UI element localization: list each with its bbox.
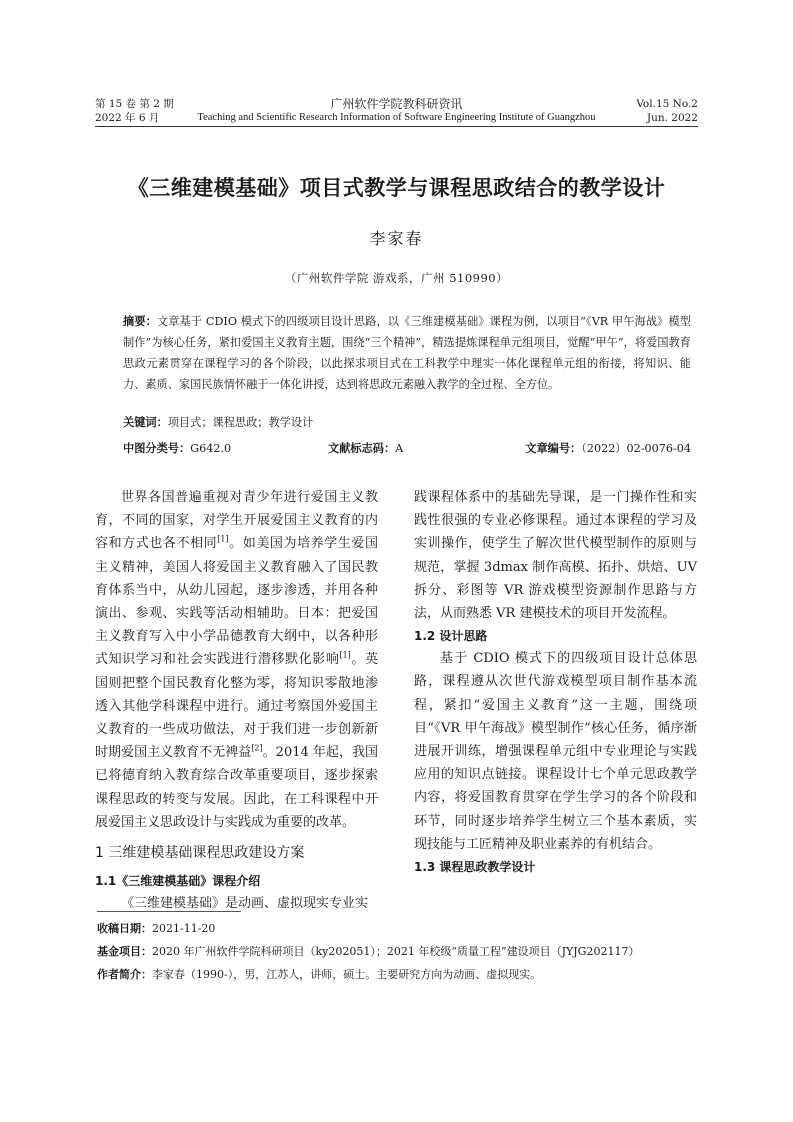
keywords-text: 项目式；课程思政；教学设计 [167,416,314,429]
header-right [636,97,698,125]
intro-text-b: 。如美国为培养学生爱国主义精神，美国人将爱国主义教育融入了国民教育体系当中，从幼儿园起，逐步渗透，并用各种演出、参观、实践等活动相辅助。日本：把爱国主义教育写入中小学品德教育大纲中，以各种形式知识学习和社会实践进行潜移默化影响 [95,536,378,668]
intro-text-c: 。英国则把整个国民教育化整为零，将知识零散地渗透入其他学科课程中进行。通过考察国外爱国主义教育的一些成功做法，对于我们进一步创新新时期爱国主义教育不无裨益 [95,652,378,761]
design-idea-paragraph: 基于 CDIO 模式下的四级项目设计总体思路，课程遵从次世代游戏模型项目制作基本流程，紧扣“爱国主义教育”这一主题，围绕项目“《VR 甲午海战》模型制作”核心任务，循序渐进展开训练，增强课程单元组中专业理论与实践应用的知识点链接。课程设计七个单元思政教学内容，将爱国教育贯穿在学生学习的各个阶段和环节，同时逐步培养学生树立三个基本素质，实现技能与工匠精神及职业素养的有机结合。 [414,651,697,852]
document-code [328,440,403,456]
subsection-heading-1-2: 1.2 设计思路 [414,629,488,644]
article-number-value: （2022）02-0076-04 [581,442,691,455]
right-column [414,486,697,878]
clc-value: G642.0 [190,442,232,455]
footnote-received [97,921,703,937]
subsection-heading-1-3: 1.3 课程思政教学设计 [414,860,536,875]
bio-value: 李家春（1990-），男，江苏人，讲师，硕士。主要研究方向为动画、虚拟现实。 [152,968,542,981]
fund-label: 基金项目： [97,945,152,958]
article-number-label: 文章编号： [525,442,582,455]
bio-label: 作者简介： [97,968,152,981]
left-column [95,486,378,915]
abstract-text: 文章基于 CDIO 模式下的四级项目设计思路，以《三维建模基础》课程为例，以项目“《VR 甲午海战》模型制作”为核心任务，紧扣爱国主义教育主题，围绕“三个精神”，精选提炼课程单元组项目，觉醒“甲午”，将爱国教育思政元素贯穿在课程学习的各个阶段，以此探求项目式在工科教学中理实一体化课程单元组的衔接，将知识、能力、素质、家国民族情怀融于一体化讲授，达到将思政元素融入教学的全过程、全方位。 [123,315,691,391]
subsection-heading-1-1: 1.1《三维建模基础》课程介绍 [95,874,261,889]
volume-issue-en: Vol.15 No.2 [636,98,698,110]
volume-issue: 第 15 卷 第 2 期 [95,98,174,110]
intro-paragraph [95,486,378,834]
author-affiliation: （广州软件学院 游戏系，广州 510990） [284,271,509,285]
issue-date: 2022 年 6 月 [95,112,160,124]
paper-title: 《三维建模基础》项目式教学与课程思政结合的教学设计 [127,176,666,200]
keywords [123,414,313,430]
citation-ref: [1] [217,535,229,545]
footnote-rule [97,911,241,912]
received-label: 收稿日期： [97,922,152,935]
author-name: 李家春 [369,229,424,248]
section-heading-1: 1 三维建模基础课程思政建设方案 [95,845,305,862]
clc-label: 中图分类号： [123,442,191,455]
journal-name-en: Teaching and Scientific Research Information of Software Engineering Institute of Guangzhou [197,112,596,123]
clc-number [123,440,231,456]
intro-text-d: 。2014 年起，我国已将德育纳入教育综合改革重要项目，逐步探索课程思政的转变与发展。因此，在工科课程中开展爱国主义思政设计与实践成为重要的改革。 [95,745,378,830]
citation-ref: [2] [251,743,263,753]
keywords-label: 关键词： [123,416,168,429]
running-header [95,97,698,127]
footnote-author-bio [97,967,703,983]
journal-name-cn: 广州软件学院教科研资讯 [330,97,463,111]
doc-code-label: 文献标志码： [328,442,396,455]
issue-date-en: Jun. 2022 [646,112,698,124]
citation-ref: [1] [339,651,351,661]
doc-code-value: A [395,442,404,455]
header-rule [95,126,698,127]
footnote-fund [97,944,703,960]
course-intro-continued: 践课程体系中的基础先导课，是一门操作性和实践性很强的专业必修课程。通过本课程的学习及实训操作，使学生了解次世代模型制作的原则与规范，掌握 3dmax 制作高模、拓扑、烘焙、UV 拆分、彩图等 VR 游戏模型资源制作思路与方法，从而熟悉 VR 建模技术的项目开发流程。 [414,490,697,622]
abstract-label: 摘要： [123,315,157,328]
header-center [95,97,698,125]
classification-line [123,440,691,456]
article-number [525,440,691,456]
abstract [123,311,691,395]
intro-text-a: 世界各国普遍重视对青少年进行爱国主义教育，不同的国家，对学生开展爱国主义教育的内容和方式也各不相同 [95,490,378,552]
course-intro-paragraph: 《三维建模基础》是动画、虚拟现实专业实 [121,896,369,912]
fund-value: 2020 年广州软件学院科研项目（ky202051）；2021 年校级“质量工程”建设项目（JYJG202117） [152,945,640,958]
received-value: 2021-11-20 [152,922,216,935]
